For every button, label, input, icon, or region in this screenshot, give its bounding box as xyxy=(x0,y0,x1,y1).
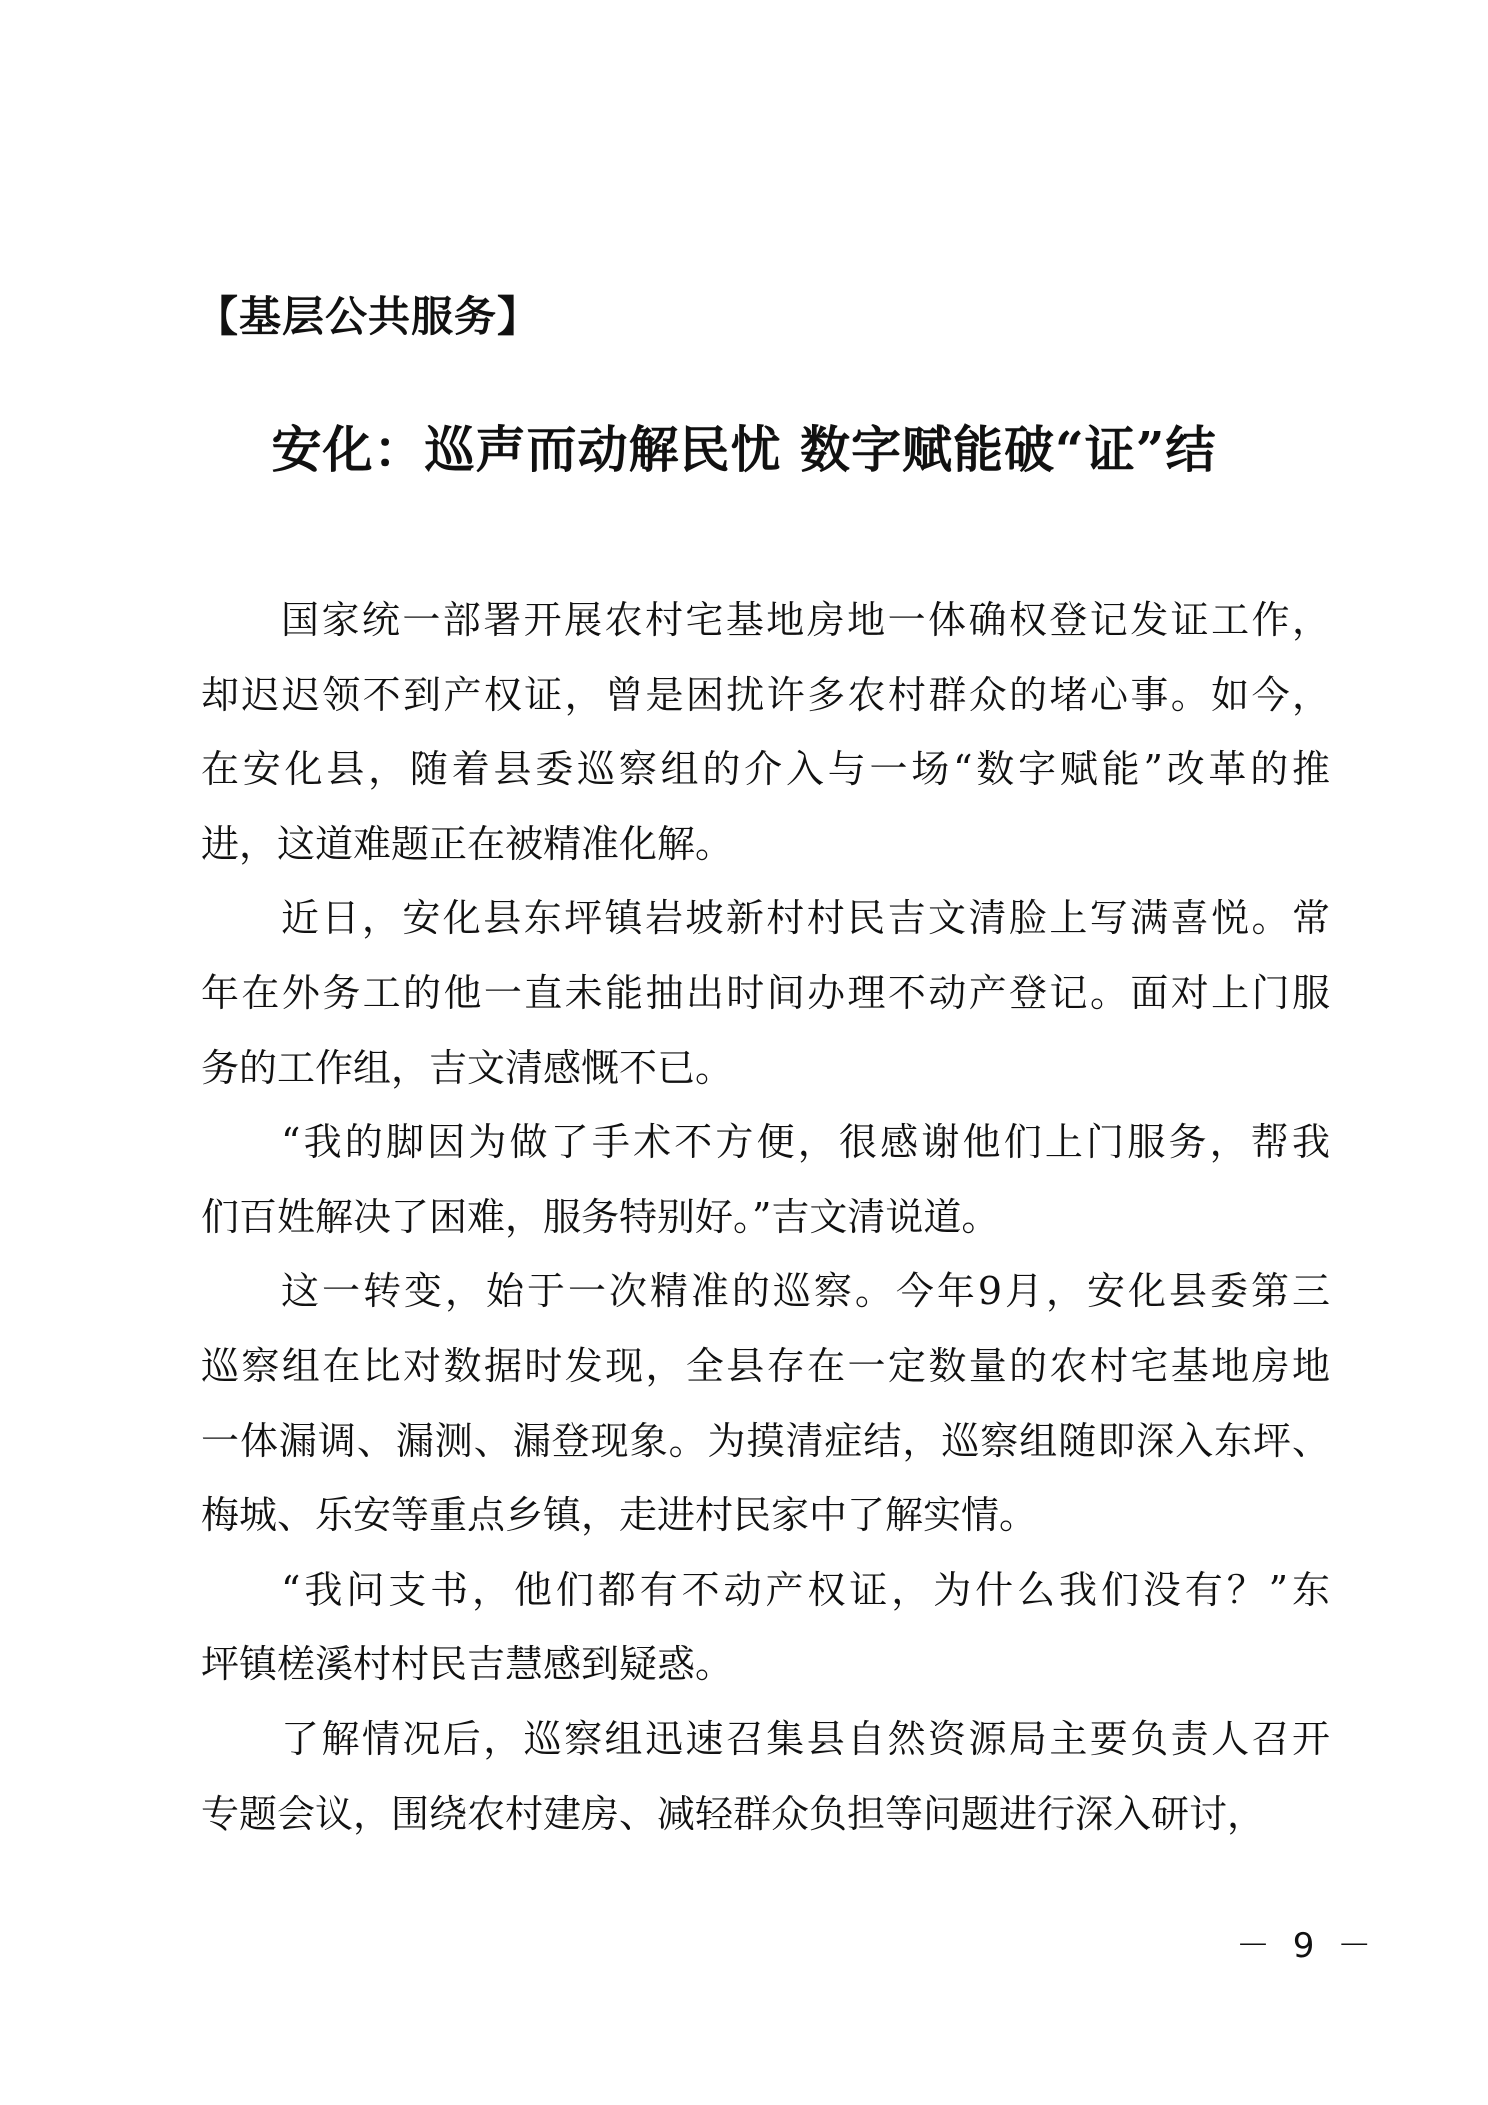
text-line: 巡察组在比对数据时发现，全县存在一定数量的农村宅基地房地 xyxy=(201,1343,1330,1388)
paragraph xyxy=(201,894,1330,1118)
paragraph xyxy=(201,1118,1330,1267)
text-line: 坪镇槎溪村村民吉慧感到疑惑。 xyxy=(201,1642,734,1687)
paragraph xyxy=(201,1715,1330,1864)
paragraph xyxy=(201,1267,1330,1565)
text-line: “我的脚因为做了手术不方便，很感谢他们上门服务，帮我 xyxy=(281,1120,1330,1165)
text-line: 一体漏调、漏测、漏登现象。为摸清症结，巡察组随即深入东坪、 xyxy=(201,1418,1330,1463)
text-line: 梅城、乐安等重点乡镇，走进村民家中了解实情。 xyxy=(201,1493,1038,1538)
text-line: 务的工作组，吉文清感慨不已。 xyxy=(201,1045,734,1090)
text-line: 了解情况后，巡察组迅速召集县自然资源局主要负责人召开 xyxy=(281,1716,1330,1761)
article-title: 安化：巡声而动解民忧 数字赋能破“证”结 xyxy=(271,420,1217,479)
text-line: 这一转变，始于一次精准的巡察。今年9月，安化县委第三 xyxy=(281,1269,1330,1314)
section-label: 【基层公共服务】 xyxy=(196,292,541,341)
text-line: 年在外务工的他一直未能抽出时间办理不动产登记。面对上门服 xyxy=(201,970,1330,1015)
article-body xyxy=(201,596,1330,1864)
text-line: “我问支书，他们都有不动产权证，为什么我们没有？”东 xyxy=(281,1567,1330,1612)
text-line: 却迟迟领不到产权证，曾是困扰许多农村群众的堵心事。如今， xyxy=(201,672,1330,717)
paragraph xyxy=(201,596,1330,894)
text-line: 们百姓解决了困难，服务特别好。”吉文清说道。 xyxy=(201,1194,1000,1239)
paragraph xyxy=(201,1566,1330,1715)
text-line: 国家统一部署开展农村宅基地房地一体确权登记发证工作， xyxy=(281,598,1330,642)
page-number: － 9 － xyxy=(1236,1926,1378,1966)
text-line: 近日，安化县东坪镇岩坡新村村民吉文清脸上写满喜悦。常 xyxy=(281,896,1330,941)
text-line: 进，这道难题正在被精准化解。 xyxy=(201,821,734,866)
text-line: 专题会议，围绕农村建房、减轻群众负担等问题进行深入研讨， xyxy=(201,1791,1266,1836)
text-line: 在安化县，随着县委巡察组的介入与一场“数字赋能”改革的推 xyxy=(201,747,1330,792)
